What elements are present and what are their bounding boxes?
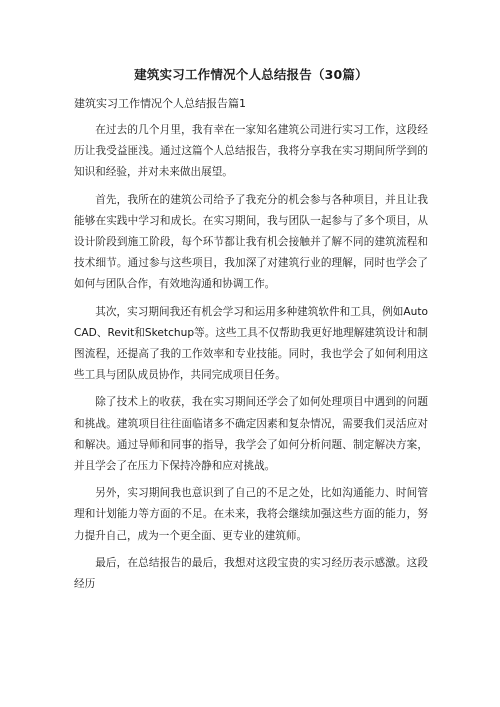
paragraph-4: 除了技术上的收获，我在实习期间还学会了如何处理项目中遇到的问题和挑战。建筑项目往往面临诸多不确定因素和复杂情况，需要我们灵活应对和解决。通过导师和同事的指导，我学会了如何分析问题、制定解决方案，并且学会了在压力下保持冷静和应对挑战。	[74, 396, 428, 473]
paragraph-5: 另外，实习期间我也意识到了自己的不足之处，比如沟通能力、时间管理和计划能力等方面的不足。在未来，我将会继续加强这些方面的能力，努力提升自己，成为一个更全面、更专业的建筑师。	[74, 487, 428, 542]
paragraph-2: 首先，我所在的建筑公司给予了我充分的机会参与各种项目，并且让我能够在实践中学习和成长。在实习期间，我与团队一起参与了多个项目，从设计阶段到施工阶段，每个环节都让我有机会接触并了解不同的建筑流程和技术细节。通过参与这些项目，我加深了对建筑行业的理解，同时也学会了如何与团队合作，有效地沟通和协调工作。	[74, 193, 428, 291]
paragraph-6: 最后，在总结报告的最后，我想对这段宝贵的实习经历表示感激。这段经历	[74, 556, 428, 591]
document-title: 建筑实习工作情况个人总结报告（30篇）	[134, 67, 368, 82]
section-heading: 建筑实习工作情况个人总结报告篇1	[74, 97, 246, 110]
paragraph-1: 在过去的几个月里，我有幸在一家知名建筑公司进行实习工作，这段经历让我受益匪浅。通过这篇个人总结报告，我将分享我在实习期间所学到的知识和经验，并对未来做出展望。	[74, 124, 428, 179]
paragraph-3: 其次，实习期间我还有机会学习和运用多种建筑软件和工具，例如AutoCAD、Revit和Sketchup等。这些工具不仅帮助我更好地理解建筑设计和制图流程，还提高了我的工作效率和专业技能。同时，我也学会了如何利用这些工具与团队成员协作，共同完成项目任务。	[74, 305, 428, 382]
